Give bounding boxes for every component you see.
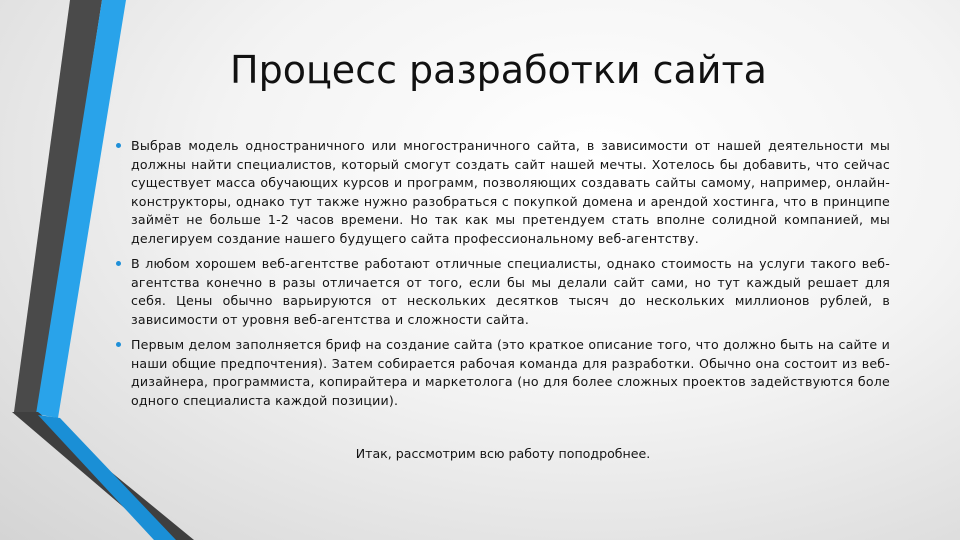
bullet-dot-icon bbox=[116, 261, 121, 266]
bullet-dot-icon bbox=[116, 342, 121, 347]
bullet-text: Выбрав модель одностраничного или многостраничного сайта, в зависимости от нашей деятельности мы должны найти специалистов, который смогут создать сайт нашей мечты. Хотелось бы добавить, что сейчас существует масса обучающих курсов и программ, позволяющих создавать сайты самому, например, онлайн-конструкторы, однако тут также нужно разобраться с покупкой домена и арендой хостинга, что в принципе займёт не больше 1-2 часов времени. Но так как мы претендуем стать вполне солидной компанией, мы делегируем создание нашего будущего сайта профессиональному веб-агентству. bbox=[131, 138, 890, 246]
blue-stripe-bottom bbox=[38, 415, 176, 540]
bullet-dot-icon bbox=[116, 143, 121, 148]
bullet-list bbox=[116, 137, 890, 410]
bullet-item bbox=[116, 137, 890, 248]
slide-body bbox=[116, 137, 890, 417]
closing-line: Итак, рассмотрим всю работу поподробнее. bbox=[355, 446, 651, 461]
slide-title: Процесс разработки сайта bbox=[230, 48, 767, 92]
bullet-item bbox=[116, 336, 890, 410]
bullet-text: Первым делом заполняется бриф на создание сайта (это краткое описание того, что должно быть на сайте и наши общие предпочтения). Затем собирается рабочая команда для разработки. Обычно она состоит из веб-дизайнера, программиста, копирайтера и маркетолога (но для более сложных проектов задействуются боле одного специалиста каждой позиции). bbox=[131, 337, 890, 408]
bullet-item bbox=[116, 255, 890, 329]
bullet-text: В любом хорошем веб-агентстве работают отличные специалисты, однако стоимость на услуги такого веб-агентства конечно в разы отличается от того, если бы мы делали сайт сами, но тут каждый решает для себя. Цены обычно варьируются от нескольких десятков тысяч до нескольких миллионов рублей, в зависимости от уровня веб-агентства и сложности сайта. bbox=[131, 256, 890, 327]
